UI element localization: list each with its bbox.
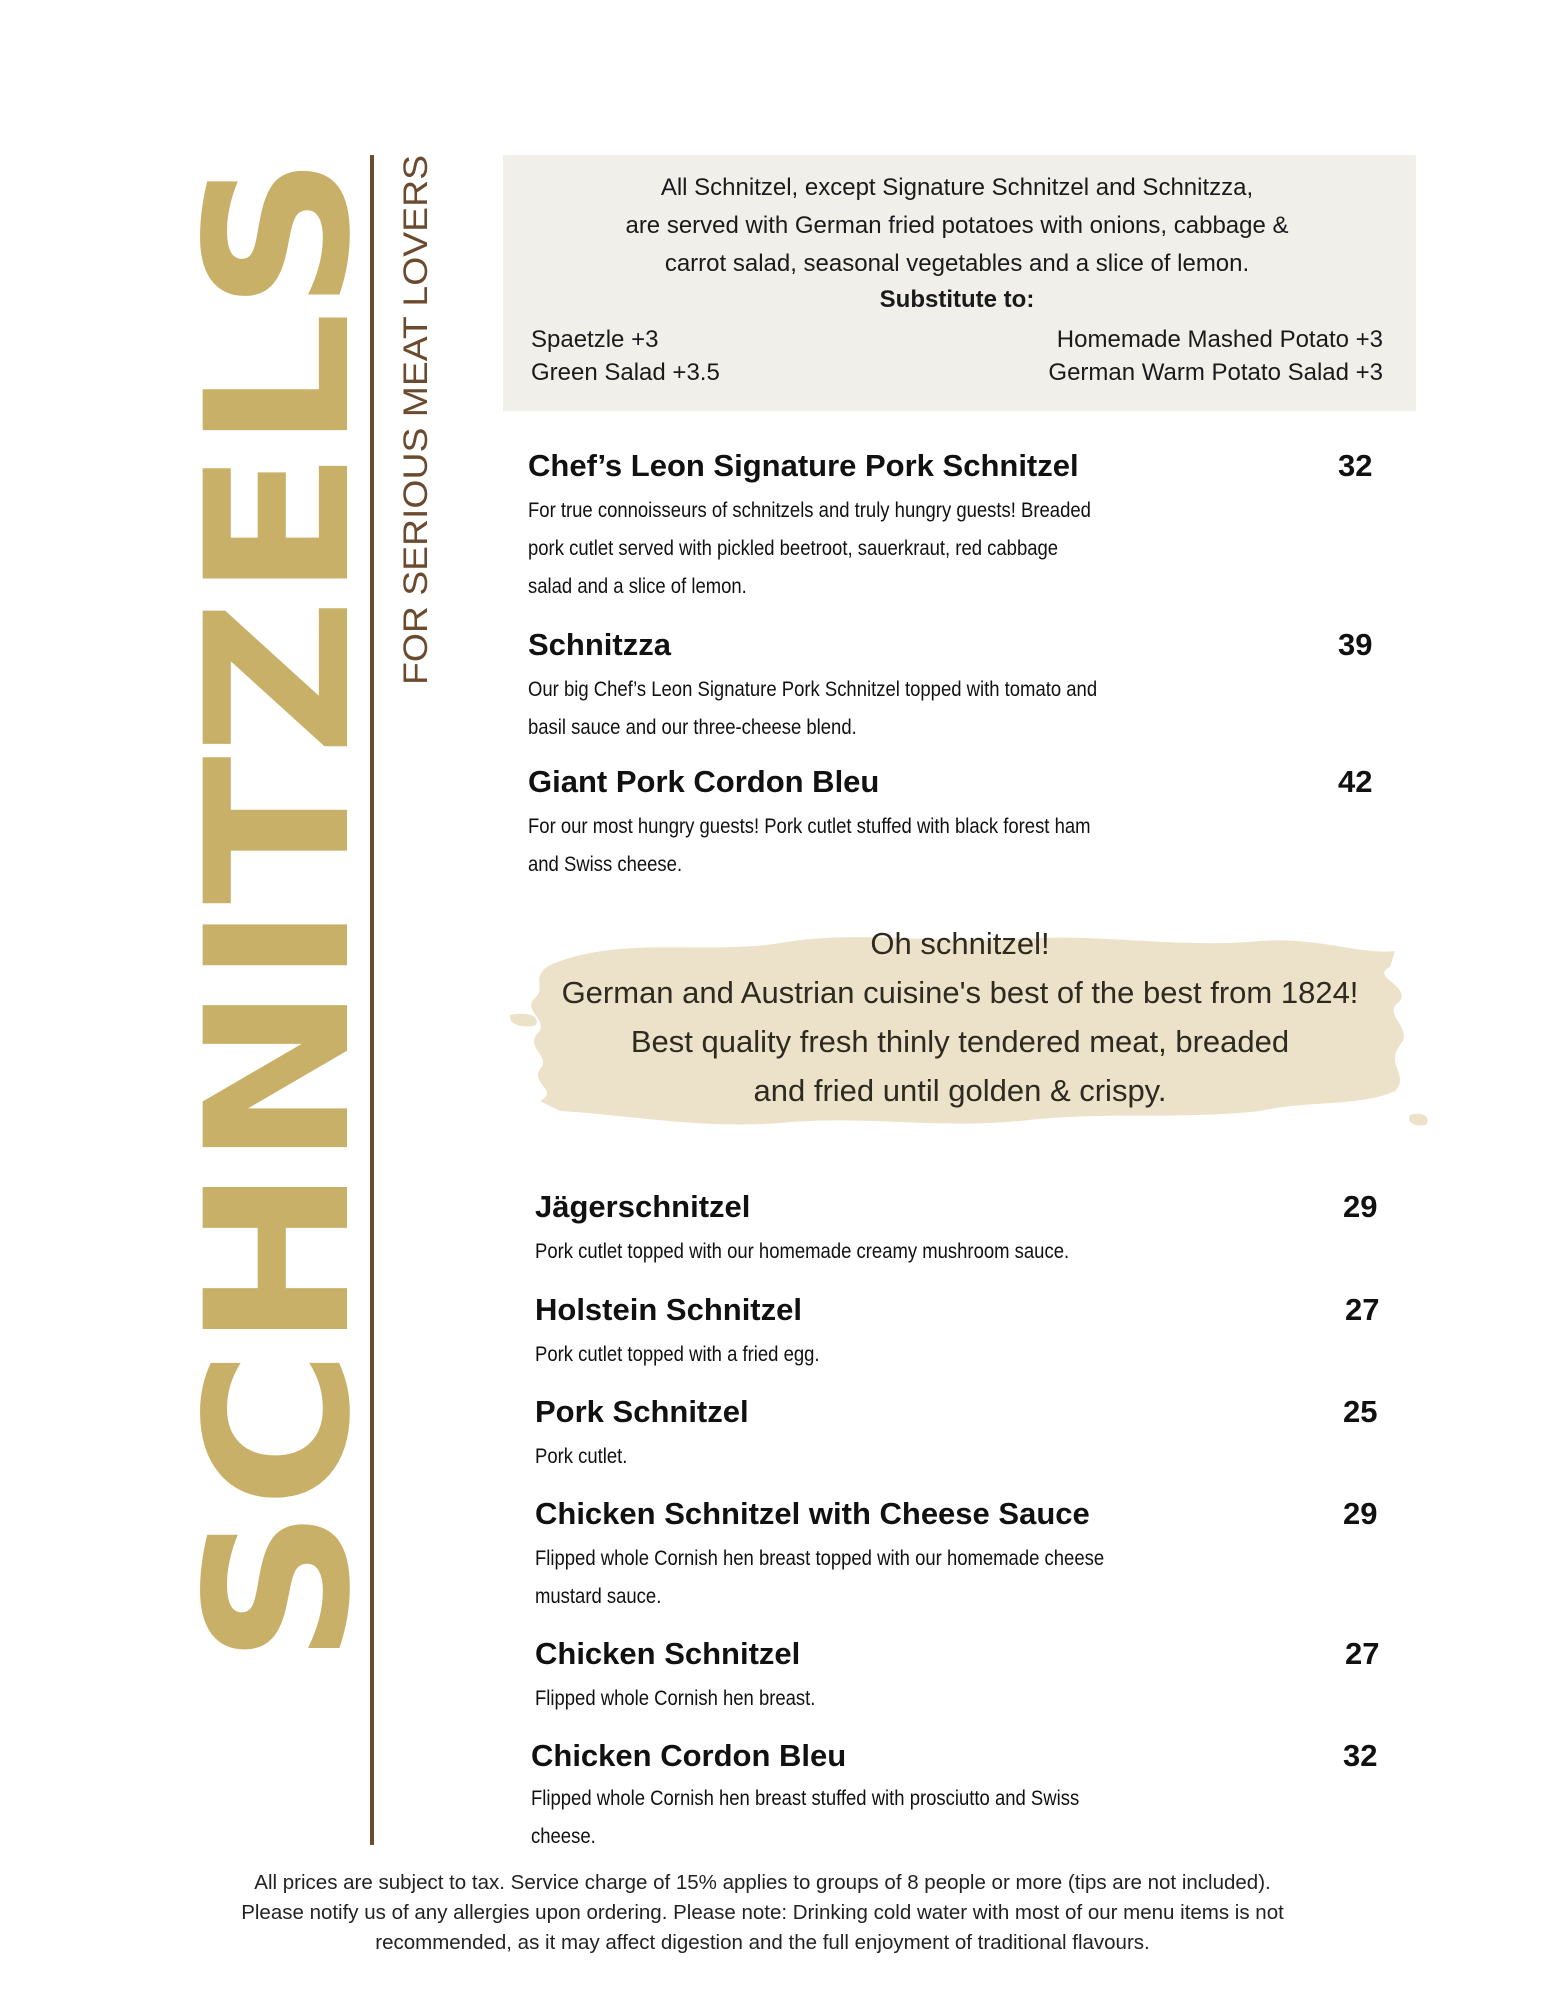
menu-item-price: 27 bbox=[1345, 1636, 1380, 1671]
menu-item-name: Chicken Schnitzel bbox=[535, 1636, 801, 1671]
footer-notice bbox=[150, 1868, 1375, 1958]
description-line: Flipped whole Cornish hen breast topped with our homemade cheese bbox=[535, 1547, 1105, 1570]
description-line: Pork cutlet topped with a fried egg. bbox=[535, 1343, 820, 1366]
tagline-block bbox=[480, 915, 1440, 1135]
menu-item bbox=[535, 1187, 1397, 1271]
footer-line: recommended, as it may affect digestion and the full enjoyment of traditional flavours. bbox=[375, 1931, 1150, 1954]
description-line: and Swiss cheese. bbox=[528, 853, 683, 876]
menu-section-title bbox=[163, 155, 394, 1665]
menu-item-price: 42 bbox=[1338, 764, 1373, 799]
description-line: Pork cutlet. bbox=[535, 1445, 628, 1468]
vertical-divider bbox=[370, 155, 374, 1845]
description-line: basil sauce and our three-cheese blend. bbox=[528, 716, 857, 739]
menu-item-name: Schnitzza bbox=[528, 627, 671, 662]
menu-item bbox=[531, 1736, 1397, 1856]
substitute-option: Green Salad +3.5 bbox=[531, 359, 720, 386]
description-line: pork cutlet served with pickled beetroot, sauerkraut, red cabbage bbox=[528, 537, 1059, 560]
tagline-line: Oh schnitzel! bbox=[870, 926, 1050, 961]
menu-item bbox=[535, 1392, 1397, 1476]
menu-item-description bbox=[535, 1336, 1294, 1374]
menu-item-description bbox=[535, 1233, 1294, 1271]
substitute-column-right bbox=[1048, 323, 1383, 389]
substitute-heading: Substitute to: bbox=[879, 286, 1035, 313]
menu-item-description bbox=[528, 808, 1287, 884]
substitute-option: Homemade Mashed Potato +3 bbox=[1056, 326, 1383, 353]
footer-line: Please notify us of any allergies upon ordering. Please note: Drinking cold water with most of our menu items is not bbox=[241, 1901, 1284, 1924]
menu-item-name: Chicken Cordon Bleu bbox=[531, 1738, 847, 1773]
menu-item-description bbox=[535, 1680, 1294, 1718]
substitute-column-left bbox=[531, 323, 720, 389]
menu-section-subtitle bbox=[390, 155, 435, 685]
menu-item-price: 27 bbox=[1345, 1292, 1380, 1327]
menu-section-title-text: SCHNITZELS bbox=[163, 289, 394, 1665]
footer-line: All prices are subject to tax. Service charge of 15% applies to groups of 8 people or more (tips are not included). bbox=[254, 1871, 1271, 1894]
description-line: mustard sauce. bbox=[535, 1585, 662, 1608]
menu-item-name: Chef’s Leon Signature Pork Schnitzel bbox=[528, 448, 1079, 483]
description-line: Pork cutlet topped with our homemade creamy mushroom sauce. bbox=[535, 1240, 1070, 1263]
menu-item-price: 39 bbox=[1338, 627, 1373, 662]
menu-item bbox=[528, 625, 1390, 747]
menu-section-subtitle-text: FOR SERIOUS MEAT LOVERS bbox=[397, 202, 435, 685]
menu-item-description bbox=[528, 671, 1287, 747]
sides-info-line-1: All Schnitzel, except Signature Schnitzel and Schnitzza, bbox=[660, 174, 1254, 201]
tagline-line: and fried until golden & crispy. bbox=[753, 1073, 1167, 1108]
menu-section-subtitle-graphic bbox=[390, 155, 435, 685]
menu-item bbox=[535, 1290, 1397, 1374]
description-line: cheese. bbox=[531, 1825, 596, 1848]
substitute-option: German Warm Potato Salad +3 bbox=[1048, 359, 1383, 386]
menu-item-name: Giant Pork Cordon Bleu bbox=[528, 764, 880, 799]
description-line: For true connoisseurs of schnitzels and truly hungry guests! Breaded bbox=[528, 499, 1091, 522]
description-line: salad and a slice of lemon. bbox=[528, 575, 747, 598]
menu-section-title-graphic bbox=[163, 155, 394, 1665]
tagline-text bbox=[480, 919, 1440, 1115]
tagline-line: German and Austrian cuisine's best of the best from 1824! bbox=[561, 975, 1359, 1010]
menu-item-name: Holstein Schnitzel bbox=[535, 1292, 802, 1327]
description-line: Our big Chef’s Leon Signature Pork Schnitzel topped with tomato and bbox=[528, 678, 1098, 701]
sides-info-box bbox=[503, 155, 1416, 411]
tagline-line: Best quality fresh thinly tendered meat, breaded bbox=[630, 1024, 1290, 1059]
substitute-options bbox=[531, 323, 1383, 389]
menu-item-name: Jägerschnitzel bbox=[535, 1189, 751, 1224]
description-line: Flipped whole Cornish hen breast. bbox=[535, 1687, 816, 1710]
menu-item-description bbox=[531, 1780, 1293, 1856]
sides-info-line-2: are served with German fried potatoes with onions, cabbage & bbox=[625, 212, 1289, 239]
substitute-option: Spaetzle +3 bbox=[531, 326, 659, 353]
menu-item-price: 29 bbox=[1343, 1189, 1378, 1224]
brush-stroke-fleck bbox=[1409, 1114, 1428, 1126]
menu-item-name: Pork Schnitzel bbox=[535, 1394, 749, 1429]
menu-item bbox=[528, 446, 1390, 606]
menu-item bbox=[535, 1634, 1397, 1718]
description-line: For our most hungry guests! Pork cutlet stuffed with black forest ham bbox=[528, 815, 1091, 838]
menu-item bbox=[528, 762, 1390, 884]
menu-item-description bbox=[528, 492, 1287, 606]
menu-item-description bbox=[535, 1540, 1294, 1616]
menu-item-description bbox=[535, 1438, 1294, 1476]
menu-item-price: 32 bbox=[1338, 448, 1373, 483]
sides-info-line-3: carrot salad, seasonal vegetables and a slice of lemon. bbox=[664, 250, 1250, 277]
menu-item-price: 29 bbox=[1343, 1496, 1378, 1531]
menu-item-name: Chicken Schnitzel with Cheese Sauce bbox=[535, 1496, 1090, 1531]
menu-item-price: 25 bbox=[1343, 1394, 1378, 1429]
menu-item-price: 32 bbox=[1343, 1738, 1378, 1773]
description-line: Flipped whole Cornish hen breast stuffed with prosciutto and Swiss bbox=[531, 1787, 1080, 1810]
menu-item bbox=[535, 1494, 1397, 1616]
